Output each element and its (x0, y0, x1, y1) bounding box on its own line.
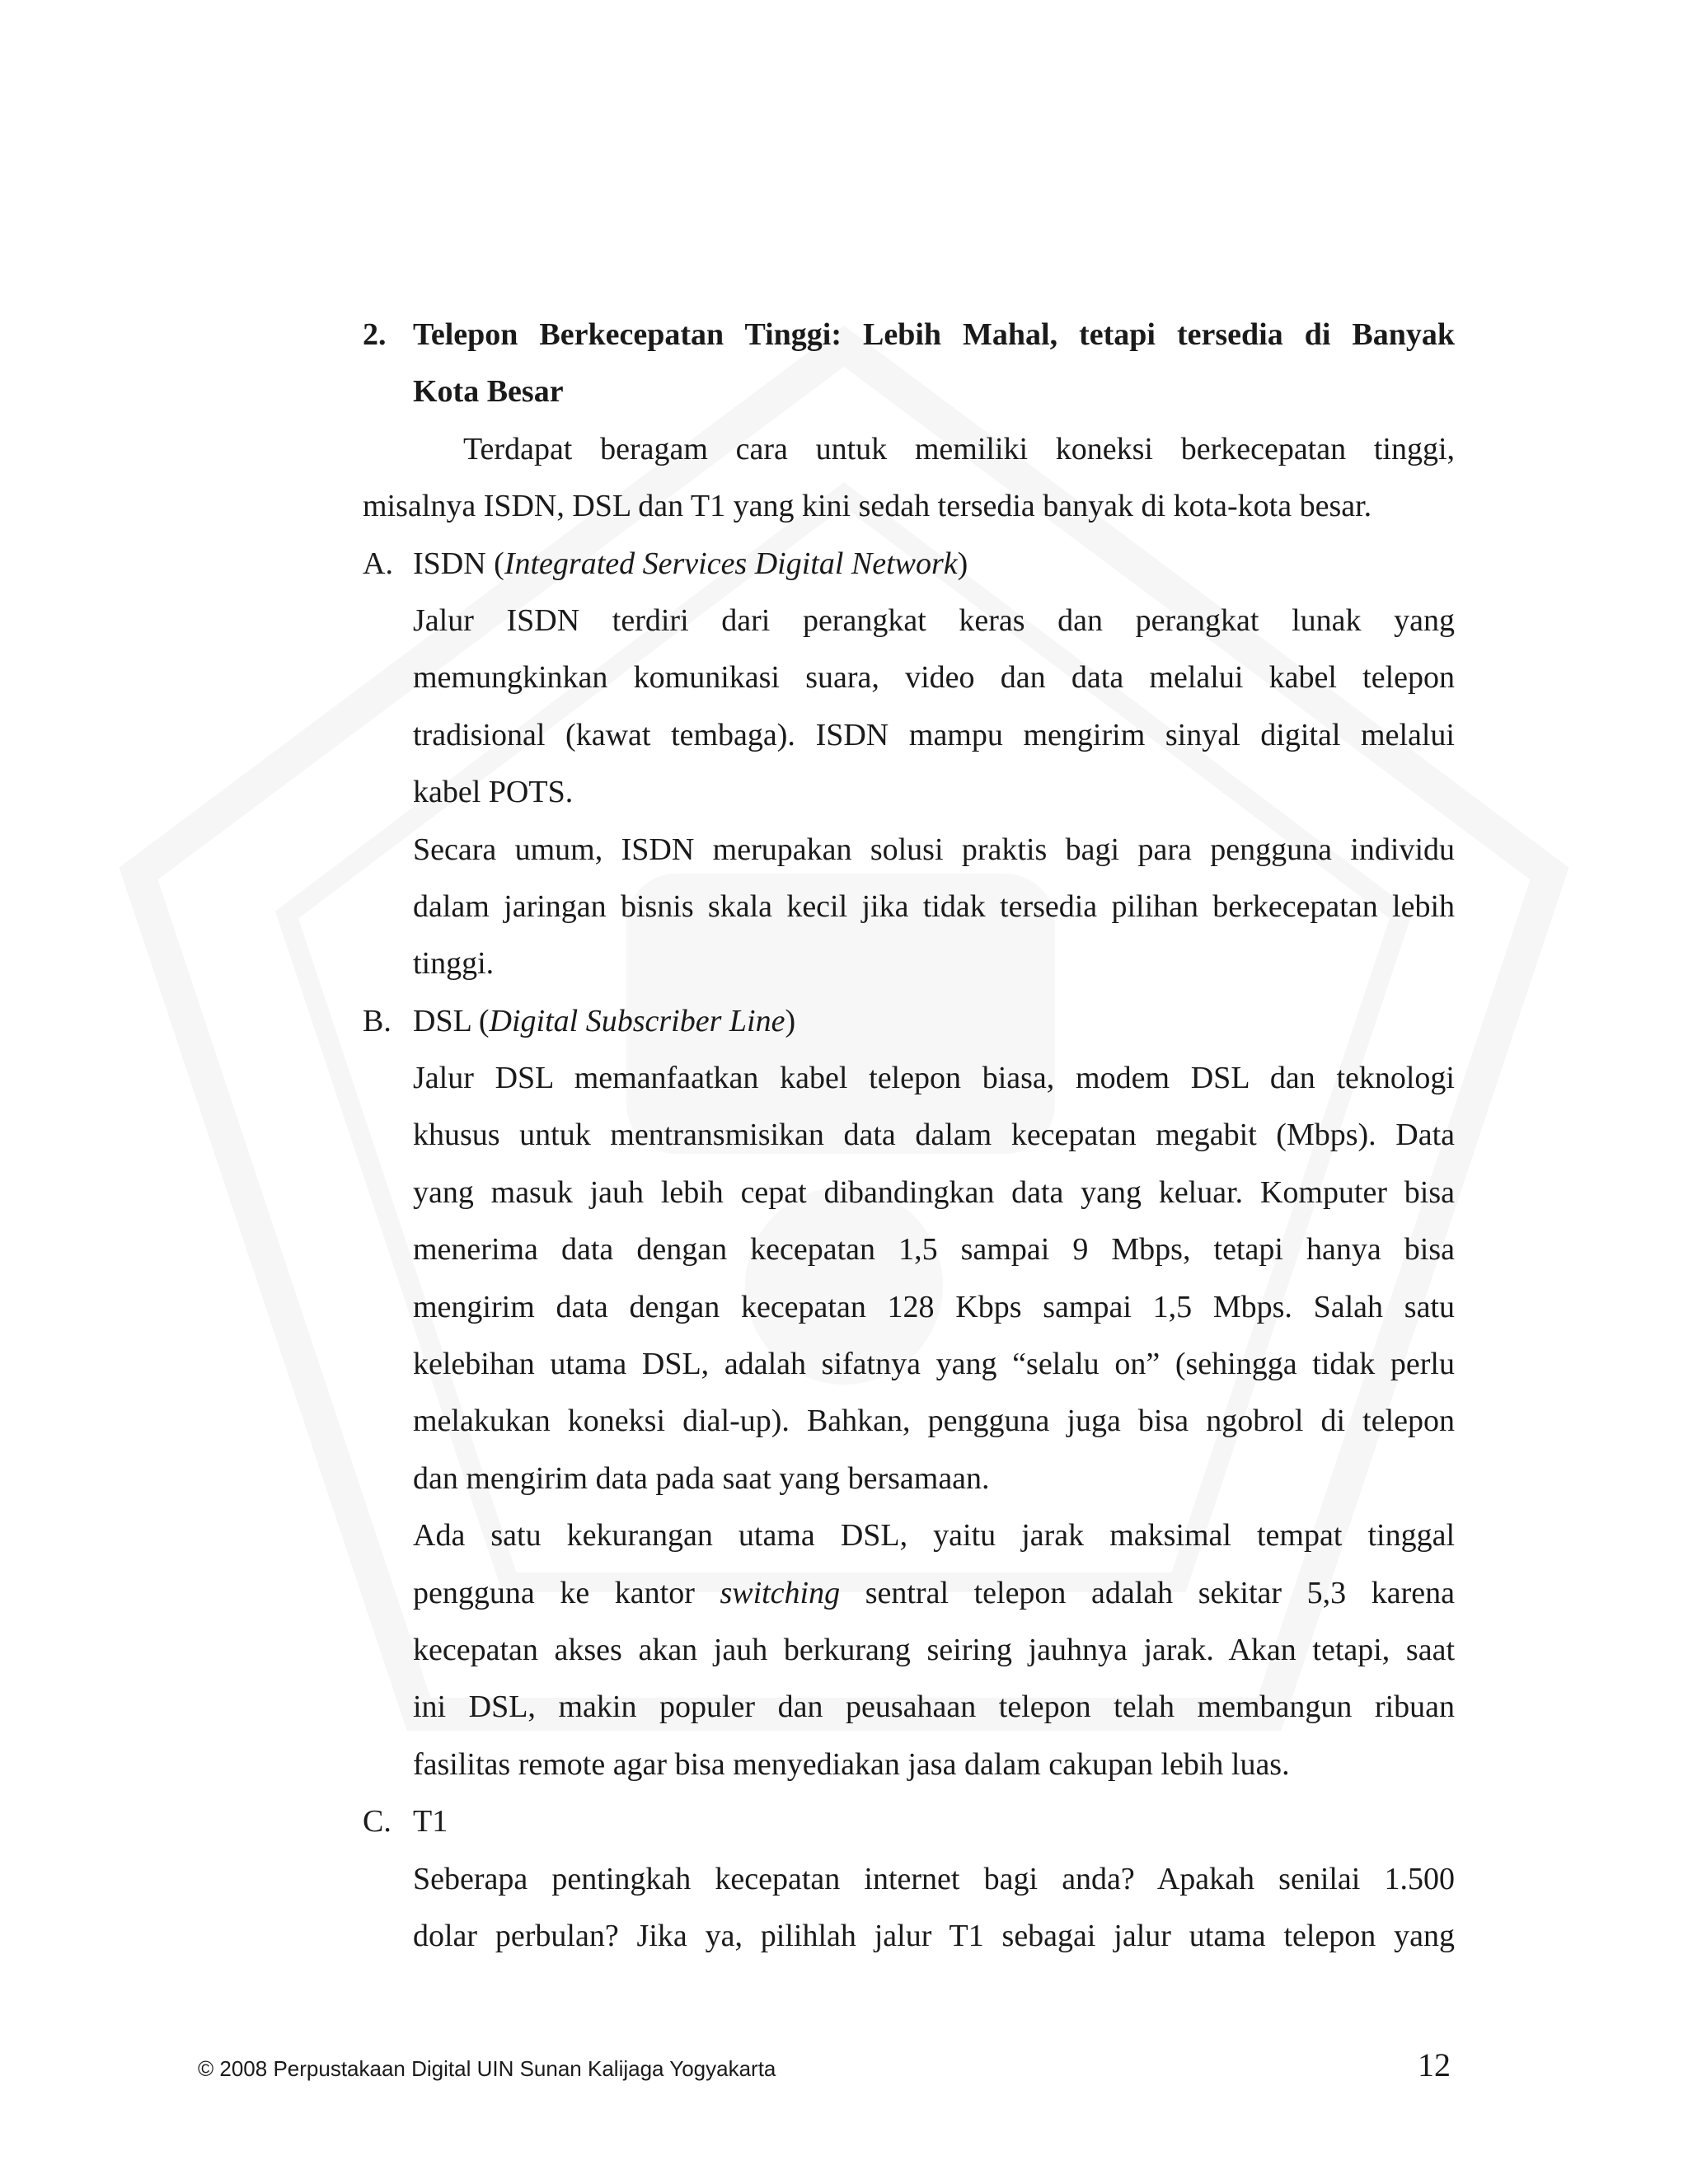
paragraph-line: tinggi. (413, 946, 495, 982)
paragraph-line: Secara umum, ISDN merupakan solusi praktis bagi para pengguna individu (413, 832, 1455, 867)
paragraph-line: melakukan koneksi dial-up). Bahkan, pengguna juga bisa ngobrol di telepon (413, 1404, 1455, 1439)
paragraph-line: fasilitas remote agar bisa menyediakan jasa dalam cakupan lebih luas. (413, 1746, 1290, 1782)
section-title (413, 546, 968, 581)
paragraph-line: kelebihan utama DSL, adalah sifatnya yang “selalu on” (sehingga tidak perlu (413, 1347, 1455, 1382)
section-title-close: ) (785, 1003, 796, 1038)
paragraph-line-mixed (413, 1565, 1455, 1622)
intro-line-2: misalnya ISDN, DSL dan T1 yang kini sedah tersedia banyak di kota-kota besar. (363, 489, 1372, 524)
paragraph-line: dolar perbulan? Jika ya, pilihlah jalur T1 sebagai jalur utama telepon yang (413, 1918, 1455, 1953)
section-t1 (363, 1793, 1455, 1965)
paragraph-line: Ada satu kekurangan utama DSL, yaitu jarak maksimal tempat tinggal (413, 1518, 1455, 1554)
text-run: sentral telepon adalah sekitar 5,3 karena (840, 1575, 1455, 1610)
section-heading (363, 307, 1455, 421)
section-title-italic: Integrated Services Digital Network (504, 546, 958, 581)
paragraph-line: kabel POTS. (413, 775, 574, 810)
heading-title-line-1: Telepon Berkecepatan Tinggi: Lebih Mahal, tetapi tersedia di Banyak (413, 317, 1455, 352)
isdn-paragraph-1 (413, 593, 1455, 822)
section-marker: C. (363, 1804, 392, 1840)
page-number: 12 (1418, 2046, 1451, 2083)
section-title-plain: DSL ( (413, 1003, 490, 1038)
paragraph-line: memungkinkan komunikasi suara, video dan data melalui kabel telepon (413, 660, 1455, 696)
paragraph-line: Seberapa pentingkah kecepatan internet bagi anda? Apakah senilai 1.500 (413, 1861, 1455, 1896)
paragraph-line: ini DSL, makin populer dan peusahaan telepon telah membangun ribuan (413, 1690, 1455, 1725)
paragraph-line: tradisional (kawat tembaga). ISDN mampu mengirim sinyal digital melalui (413, 717, 1455, 752)
footer-copyright: © 2008 Perpustakaan Digital UIN Sunan Kalijaga Yogyakarta (198, 2056, 776, 2081)
text-run-italic: switching (720, 1575, 841, 1610)
paragraph-line: khusus untuk mentransmisikan data dalam kecepatan megabit (Mbps). Data (413, 1118, 1455, 1153)
section-title: T1 (413, 1804, 448, 1840)
paragraph-line: menerima data dengan kecepatan 1,5 sampai 9 Mbps, tetapi hanya bisa (413, 1232, 1455, 1268)
dsl-paragraph-1 (413, 1050, 1455, 1507)
intro-line-1: Terdapat beragam cara untuk memiliki koneksi berkecepatan tinggi, (463, 431, 1455, 466)
heading-number: 2. (363, 317, 387, 352)
paragraph-line: kecepatan akses akan jauh berkurang seiring jauhnya jarak. Akan tetapi, saat (413, 1632, 1455, 1667)
text-run: pengguna ke kantor (413, 1575, 720, 1610)
section-dsl (363, 993, 1455, 1793)
section-title-italic: Digital Subscriber Line (489, 1003, 785, 1038)
section-marker: A. (363, 546, 393, 581)
paragraph-line: yang masuk jauh lebih cepat dibandingkan data yang keluar. Komputer bisa (413, 1174, 1455, 1210)
section-marker: B. (363, 1003, 392, 1038)
section-isdn (363, 536, 1455, 993)
section-title-close: ) (957, 546, 968, 581)
intro-paragraph (363, 421, 1455, 536)
paragraph-line: dan mengirim data pada saat yang bersamaan. (413, 1460, 990, 1496)
paragraph-line: Jalur ISDN terdiri dari perangkat keras dan perangkat lunak yang (413, 602, 1455, 638)
heading-title-line-2: Kota Besar (413, 374, 564, 410)
section-title (413, 1004, 795, 1038)
paragraph-line: dalam jaringan bisnis skala kecil jika tidak tersedia pilihan berkecepatan lebih (413, 888, 1455, 924)
paragraph-line: Jalur DSL memanfaatkan kabel telepon biasa, modem DSL dan teknologi (413, 1061, 1455, 1096)
t1-paragraph-1 (413, 1851, 1455, 1966)
section-title-plain: ISDN ( (413, 546, 504, 581)
dsl-paragraph-2 (413, 1507, 1455, 1793)
paragraph-line: mengirim data dengan kecepatan 128 Kbps sampai 1,5 Mbps. Salah satu (413, 1289, 1455, 1324)
isdn-paragraph-2 (413, 822, 1455, 993)
document-body (363, 307, 1455, 1965)
